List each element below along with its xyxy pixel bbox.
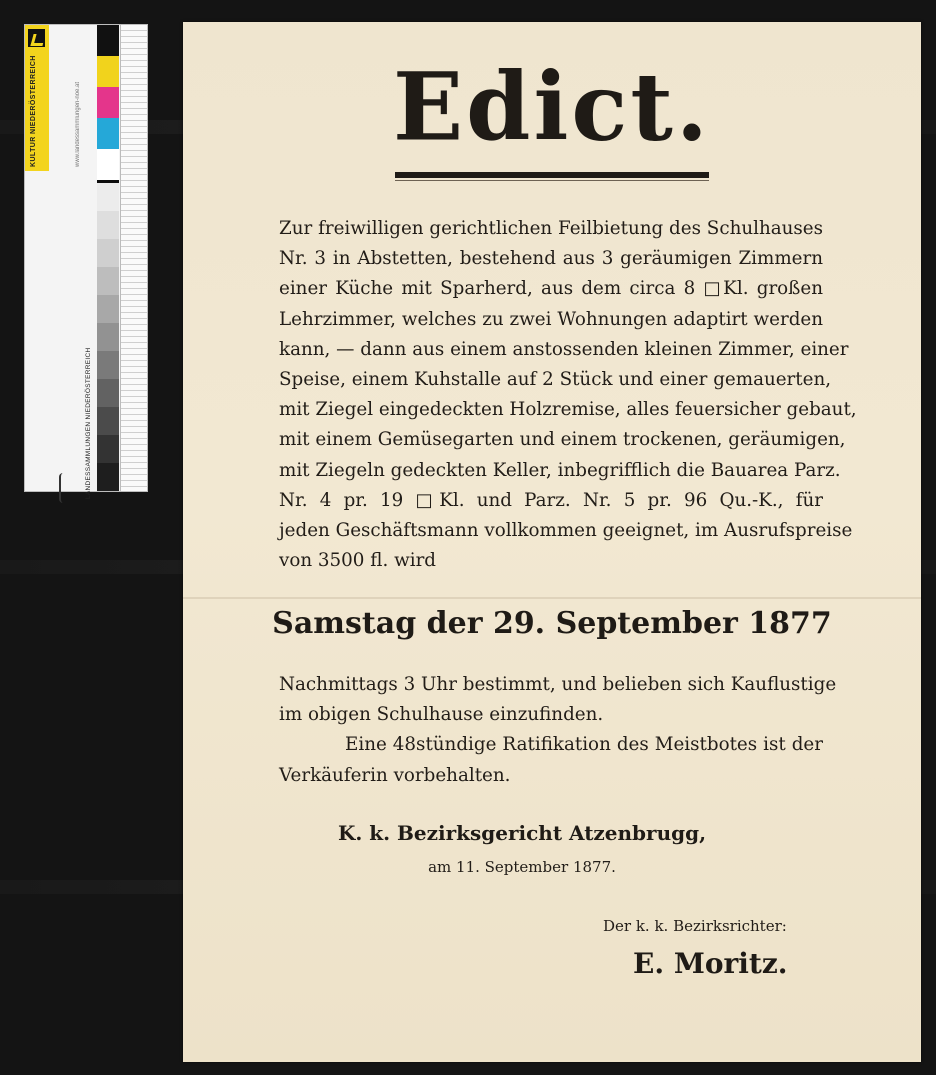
title-divider	[395, 172, 709, 178]
body-line: Lehrzimmer, welches zu zwei Wohnungen adaptirt werden	[279, 308, 823, 330]
gray-step	[97, 211, 119, 239]
institution-logo-icon	[59, 473, 73, 503]
paper-fold	[183, 597, 921, 599]
gray-step	[97, 463, 119, 491]
details-line: Nachmittags 3 Uhr bestimmt, und belieben sich Kauflustige	[279, 674, 837, 695]
body-line: mit Ziegel eingedeckten Holzremise, alles feuersicher gebaut,	[279, 399, 857, 421]
body-line: Zur freiwilligen gerichtlichen Feilbietung des Schulhauses	[279, 218, 823, 239]
gray-step	[97, 323, 119, 351]
swatch-white	[97, 149, 119, 180]
issue-date: am 11. September 1877.	[428, 858, 616, 876]
judge-title: Der k. k. Bezirksrichter:	[603, 917, 787, 935]
brand-stripe	[25, 25, 49, 171]
kultur-logo-icon	[28, 29, 45, 47]
body-line: einer Küche mit Sparherd, aus dem circa 8 □Kl. großen	[279, 278, 823, 300]
body-line: jeden Geschäftsmann vollkommen geeignet, im Ausrufspreise	[279, 520, 853, 542]
institution-label: LANDESSAMMLUNGEN NIEDERÖSTERREICH	[85, 347, 92, 499]
gray-step	[97, 183, 119, 211]
swatch-magenta	[97, 87, 119, 118]
body-line: mit einem Gemüsegarten und einem trockenen, geräumigen,	[279, 429, 846, 451]
color-scale-card	[24, 24, 148, 499]
gray-step	[97, 295, 119, 323]
body-line: Nr. 4 pr. 19 □Kl. und Parz. Nr. 5 pr. 96 Qu.-K., für	[279, 489, 823, 511]
gray-step	[97, 407, 119, 435]
swatch-black	[97, 25, 119, 56]
auction-date-headline: Samstag der 29. September 1877	[272, 606, 832, 641]
details-line: im obigen Schulhause einzufinden.	[279, 704, 604, 726]
measurement-ruler	[120, 25, 147, 491]
auction-details	[279, 670, 837, 791]
color-strip	[97, 25, 119, 491]
edict-poster	[183, 22, 921, 1062]
announcement-body	[279, 214, 857, 576]
details-line: Verkäuferin vorbehalten.	[279, 764, 511, 786]
court-name: K. k. Bezirksgericht Atzenbrugg,	[337, 821, 707, 845]
gray-step	[97, 351, 119, 379]
swatch-cyan	[97, 118, 119, 149]
body-line: kann, — dann aus einem anstossenden kleinen Zimmer, einer	[279, 338, 849, 360]
body-line: mit Ziegeln gedeckten Keller, inbegrifflich die Bauarea Parz.	[279, 459, 841, 481]
brand-label: KULTUR NIEDERÖSTERREICH	[30, 55, 37, 167]
gray-step	[97, 239, 119, 267]
url-label: www.landessammlungen-noe.at	[75, 81, 81, 167]
details-line: Eine 48stündige Ratifikation des Meistbotes ist der	[345, 734, 823, 756]
gray-step	[97, 379, 119, 407]
judge-signature: E. Moritz.	[633, 947, 788, 980]
gray-step	[97, 435, 119, 463]
body-line: Speise, einem Kuhstalle auf 2 Stück und einer gemauerten,	[279, 369, 832, 391]
body-line: Nr. 3 in Abstetten, bestehend aus 3 geräumigen Zimmern	[279, 248, 823, 270]
gray-step	[97, 267, 119, 295]
body-line: von 3500 fl. wird	[279, 550, 437, 572]
poster-title: Edict.	[393, 51, 711, 163]
swatch-yellow	[97, 56, 119, 87]
